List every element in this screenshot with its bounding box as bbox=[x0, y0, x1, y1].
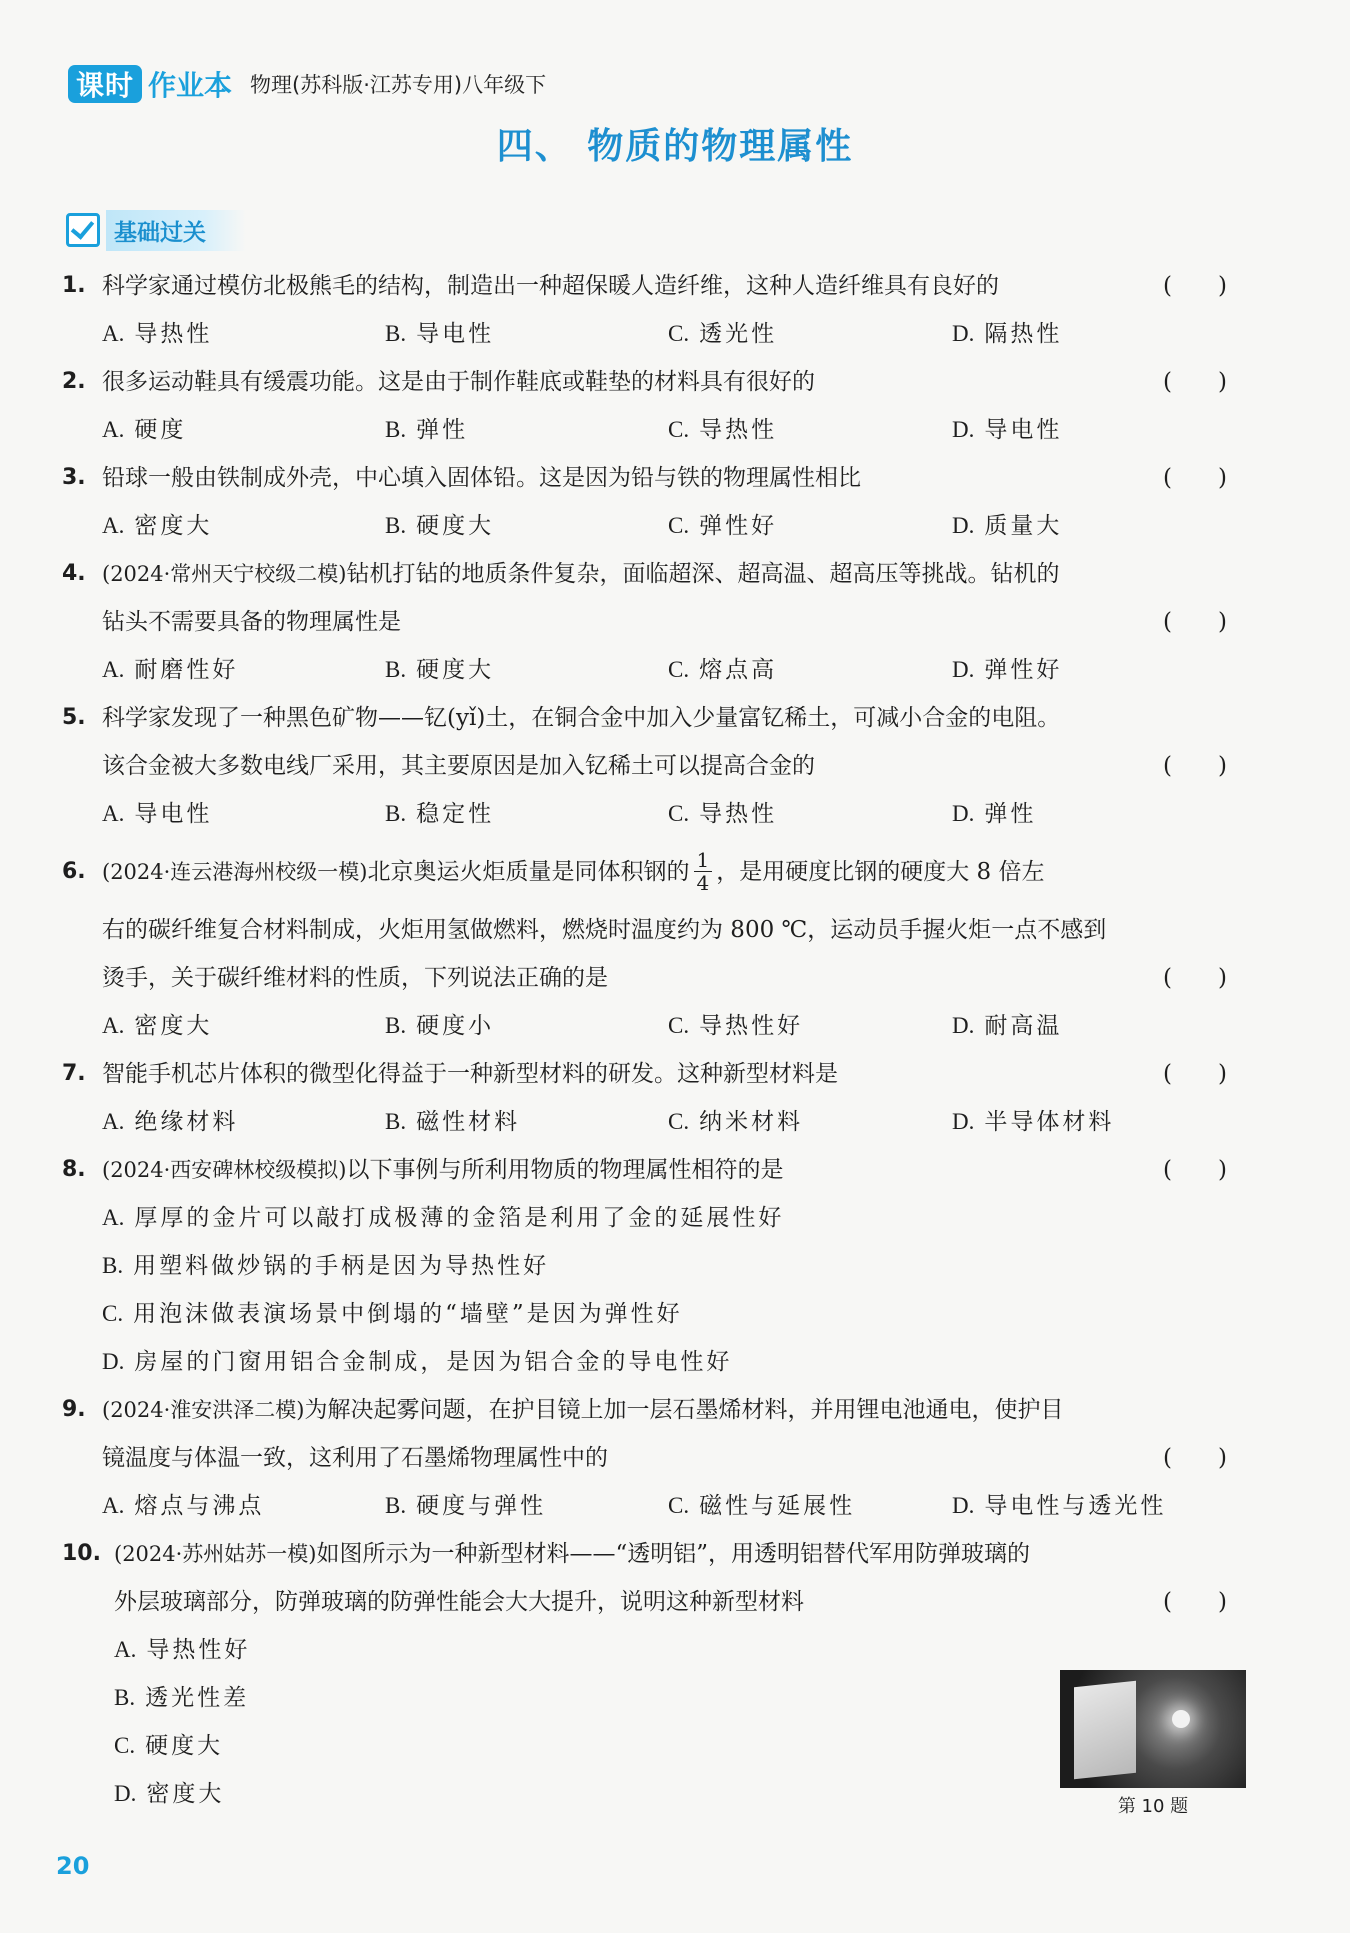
question-4 bbox=[0, 550, 1350, 694]
question-number: 3. bbox=[62, 465, 86, 490]
question-text: 以下事例与所利用物质的物理属性相符的是 bbox=[346, 1157, 784, 1183]
question-8 bbox=[0, 1146, 1350, 1386]
option-a: A. 导电性 bbox=[102, 801, 213, 827]
option-row bbox=[0, 790, 1350, 838]
fraction: $\frac{1}{4}$ bbox=[694, 849, 713, 894]
question-list bbox=[0, 262, 1350, 1818]
option-c: C. 硬度大 bbox=[114, 1733, 224, 1759]
transparent-aluminum-photo bbox=[1060, 1670, 1246, 1788]
option-b: B. 硬度小 bbox=[385, 1013, 495, 1039]
answer-bracket: ( ) bbox=[1163, 965, 1227, 991]
question-text: 外层玻璃部分，防弹玻璃的防弹性能会大大提升，说明这种新型材料 bbox=[114, 1589, 804, 1615]
question-text: 北京奥运火炬质量是同体积钢的 bbox=[367, 859, 690, 885]
question-7 bbox=[0, 1050, 1350, 1146]
question-1 bbox=[0, 262, 1350, 358]
option-a: A. 导热性好 bbox=[114, 1637, 251, 1663]
option-d: D. 半导体材料 bbox=[952, 1109, 1115, 1135]
question-text: 钻机打钻的地质条件复杂，面临超深、超高温、超高压等挑战。钻机的 bbox=[346, 561, 1060, 587]
option-d: D. 导电性与透光性 bbox=[952, 1493, 1167, 1519]
answer-bracket: ( ) bbox=[1163, 465, 1227, 491]
option-b: B. 透光性差 bbox=[114, 1685, 250, 1711]
option-d: D. 弹性好 bbox=[952, 657, 1063, 683]
answer-bracket: ( ) bbox=[1163, 1445, 1227, 1471]
option-a: A. 密度大 bbox=[102, 513, 213, 539]
question-source: (2024·淮安洪泽二模) bbox=[102, 1398, 305, 1422]
answer-bracket: ( ) bbox=[1163, 1061, 1227, 1087]
question-6 bbox=[0, 838, 1350, 1050]
option-row bbox=[0, 1482, 1350, 1530]
question-source: (2024·常州天宁校级二模) bbox=[102, 562, 347, 586]
option-row bbox=[0, 502, 1350, 550]
question-text: 该合金被大多数电线厂采用，其主要原因是加入钇稀土可以提高合金的 bbox=[102, 753, 815, 779]
header bbox=[68, 60, 546, 108]
question-9 bbox=[0, 1386, 1350, 1530]
answer-bracket: ( ) bbox=[1163, 609, 1227, 635]
option-b: B. 硬度大 bbox=[385, 513, 495, 539]
option-a: A. 密度大 bbox=[102, 1013, 213, 1039]
option-row bbox=[0, 1098, 1350, 1146]
option-row bbox=[0, 310, 1350, 358]
question-number: 7. bbox=[62, 1061, 86, 1086]
option-c: C. 弹性好 bbox=[668, 513, 778, 539]
answer-bracket: ( ) bbox=[1163, 1589, 1227, 1615]
option-b: B. 磁性材料 bbox=[385, 1109, 521, 1135]
option-c: C. 磁性与延展性 bbox=[668, 1493, 856, 1519]
page-number: 20 bbox=[56, 1852, 90, 1880]
question-number: 6. bbox=[62, 859, 86, 884]
logo bbox=[68, 65, 142, 103]
answer-bracket: ( ) bbox=[1163, 753, 1227, 779]
question-text: 如图所示为一种新型材料——“透明铝”，用透明铝替代军用防弹玻璃的 bbox=[316, 1541, 1031, 1567]
option-b: B. 硬度大 bbox=[385, 657, 495, 683]
option-c: C. 导热性好 bbox=[668, 1013, 804, 1039]
option-a: A. 厚厚的金片可以敲打成极薄的金箔是利用了金的延展性好 bbox=[102, 1205, 785, 1231]
option-d: D. 隔热性 bbox=[952, 321, 1063, 347]
question-3 bbox=[0, 454, 1350, 550]
subject-label: 物理(苏科版·江苏专用)八年级下 bbox=[250, 73, 547, 97]
question-text: 镜温度与体温一致，这利用了石墨烯物理属性中的 bbox=[102, 1445, 608, 1471]
question-text: 很多运动鞋具有缓震功能。这是由于制作鞋底或鞋垫的材料具有很好的 bbox=[102, 369, 815, 395]
option-row bbox=[0, 646, 1350, 694]
question-source: (2024·连云港海州校级一模) bbox=[102, 860, 368, 884]
option-b: B. 用塑料做炒锅的手柄是因为导热性好 bbox=[102, 1253, 550, 1279]
option-d: D. 弹性 bbox=[952, 801, 1037, 827]
option-row bbox=[0, 406, 1350, 454]
question-text: 为解决起雾问题，在护目镜上加一层石墨烯材料，并用锂电池通电，使护目 bbox=[304, 1397, 1064, 1423]
option-c: C. 透光性 bbox=[668, 321, 778, 347]
option-b: B. 稳定性 bbox=[385, 801, 495, 827]
answer-bracket: ( ) bbox=[1163, 369, 1227, 395]
question-text: 右的碳纤维复合材料制成，火炬用氢做燃料，燃烧时温度约为 800 ℃，运动员手握火炬一点不感到 bbox=[102, 917, 1107, 943]
answer-bracket: ( ) bbox=[1163, 273, 1227, 299]
question-text: 科学家发现了一种黑色矿物——钇(yǐ)土，在铜合金中加入少量富钇稀土，可减小合金的电阻。 bbox=[102, 705, 1061, 731]
question-text: 钻头不需要具备的物理属性是 bbox=[102, 609, 401, 635]
question-5 bbox=[0, 694, 1350, 838]
option-b: B. 硬度与弹性 bbox=[385, 1493, 547, 1519]
option-c: C. 熔点高 bbox=[668, 657, 778, 683]
question-number: 4. bbox=[62, 561, 86, 586]
question-number: 1. bbox=[62, 273, 86, 298]
option-a: A. 绝缘材料 bbox=[102, 1109, 239, 1135]
question-text: 铅球一般由铁制成外壳，中心填入固体铅。这是因为铅与铁的物理属性相比 bbox=[102, 465, 861, 491]
option-d: D. 质量大 bbox=[952, 513, 1063, 539]
question-number: 9. bbox=[62, 1397, 86, 1422]
option-c: C. 导热性 bbox=[668, 801, 778, 827]
logo-text: 作业本 bbox=[148, 69, 233, 102]
option-c: C. 用泡沫做表演场景中倒塌的“墙壁”是因为弹性好 bbox=[102, 1301, 683, 1327]
option-d: D. 耐高温 bbox=[952, 1013, 1063, 1039]
figure-caption: 第 10 题 bbox=[1117, 1796, 1189, 1817]
section-label: 基础过关 bbox=[106, 210, 246, 251]
option-d: D. 房屋的门窗用铝合金制成，是因为铝合金的导电性好 bbox=[102, 1349, 733, 1375]
option-a: A. 熔点与沸点 bbox=[102, 1493, 265, 1519]
option-a: A. 耐磨性好 bbox=[102, 657, 239, 683]
option-a: A. 硬度 bbox=[102, 417, 187, 443]
option-b: B. 导电性 bbox=[385, 321, 495, 347]
question-source: (2024·西安碑林校级模拟) bbox=[102, 1158, 347, 1182]
option-c: C. 纳米材料 bbox=[668, 1109, 804, 1135]
question-2 bbox=[0, 358, 1350, 454]
option-d: D. 导电性 bbox=[952, 417, 1063, 443]
question-number: 5. bbox=[62, 705, 86, 730]
question-number: 10. bbox=[62, 1541, 101, 1566]
answer-bracket: ( ) bbox=[1163, 1157, 1227, 1183]
option-a: A. 导热性 bbox=[102, 321, 213, 347]
section-tag bbox=[66, 210, 246, 250]
figure-q10 bbox=[1060, 1670, 1246, 1788]
checkbox-icon bbox=[66, 213, 100, 247]
question-text: 烫手，关于碳纤维材料的性质，下列说法正确的是 bbox=[102, 965, 608, 991]
question-text: 智能手机芯片体积的微型化得益于一种新型材料的研发。这种新型材料是 bbox=[102, 1061, 838, 1087]
option-row bbox=[0, 1002, 1350, 1050]
chapter-title: 四、 物质的物理属性 bbox=[496, 126, 854, 167]
option-d: D. 密度大 bbox=[114, 1781, 225, 1807]
question-text: 科学家通过模仿北极熊毛的结构，制造出一种超保暖人造纤维，这种人造纤维具有良好的 bbox=[102, 273, 999, 299]
question-source: (2024·苏州姑苏一模) bbox=[114, 1542, 317, 1566]
logo-main-text: 课时 bbox=[76, 69, 135, 102]
question-number: 2. bbox=[62, 369, 86, 394]
question-number: 8. bbox=[62, 1157, 86, 1182]
question-text: ，是用硬度比钢的硬度大 8 倍左 bbox=[716, 859, 1045, 885]
option-c: C. 导热性 bbox=[668, 417, 778, 443]
option-b: B. 弹性 bbox=[385, 417, 469, 443]
